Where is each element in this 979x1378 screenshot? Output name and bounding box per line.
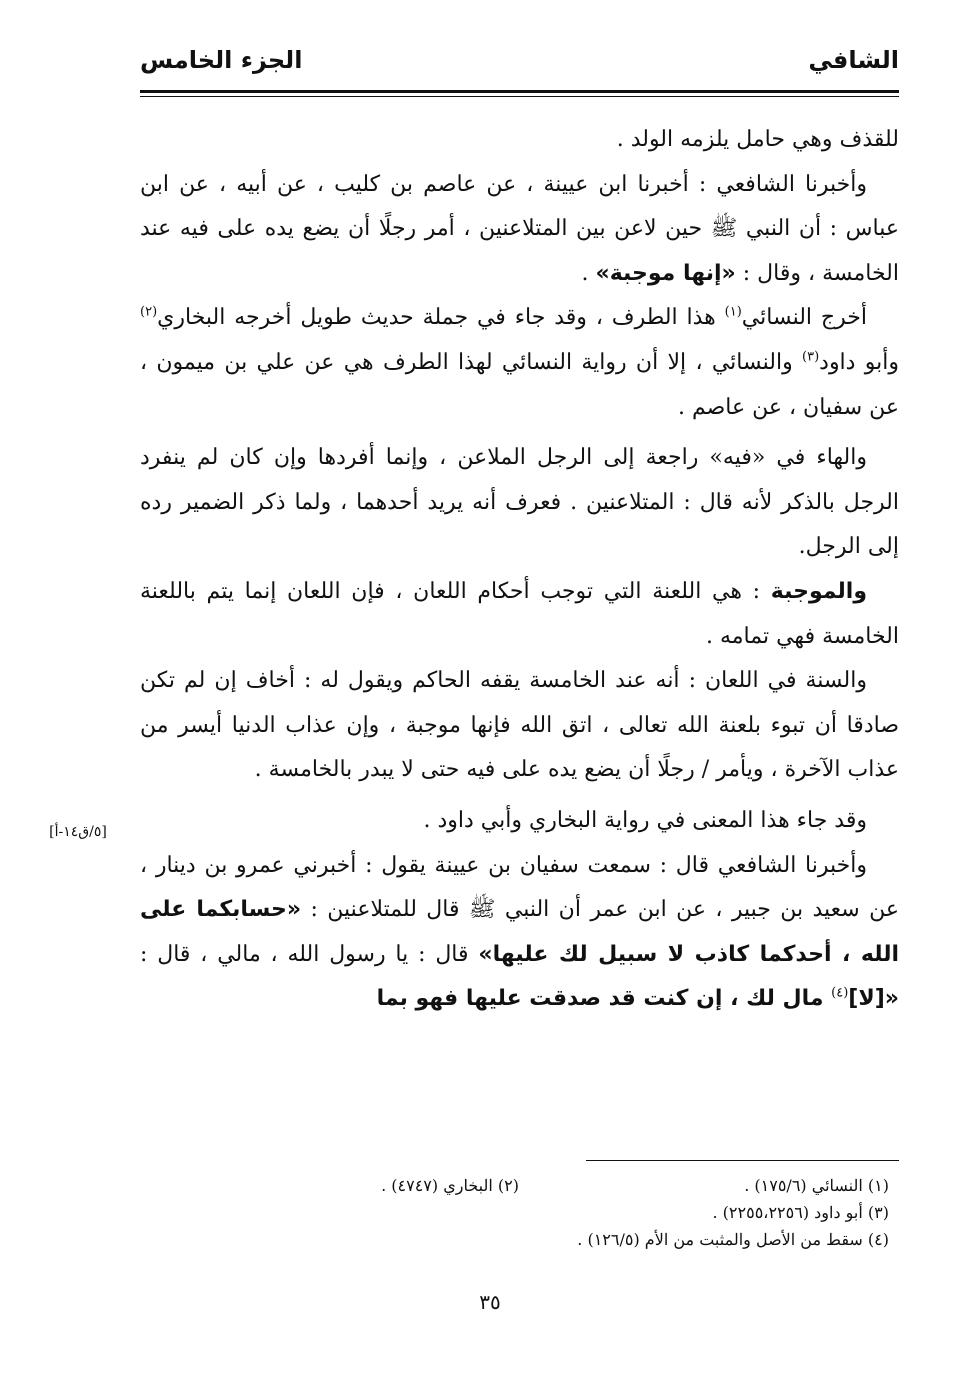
footnote-row [140,1172,899,1199]
paragraph-text: وأخبرنا الشافعي : أخبرنا ابن عيينة ، عن عاصم بن كليب ، عن أبيه ، عن ابن عباس : أن النبي ﷺ حين لاعن بين المتلاعنين ، أمر رجلًا أن يضع يده على فيه عند الخامسة ، وقال : [140,171,899,286]
footnote-row [140,1199,899,1226]
paragraph-text: أخرج النسائي [741,305,867,331]
hadith-quote: «حسابكما على الله ، أحدكما كاذب لا سبيل لك عليها» [140,897,899,967]
paragraph-text: . [581,260,596,286]
hadith-quote: مال لك ، إن كنت قد صدقت عليها فهو بما [376,986,832,1012]
footnote-ref: (١) [724,305,742,321]
volume-label: الجزء الخامس [140,46,303,74]
manuscript-folio-note: [٥/ق١٤-أ] [49,824,107,840]
paragraph-text: والهاء في «فيه» راجعة إلى الرجل الملاعن ، وإنما أفردها وإن كان لم ينفرد الرجل بالذكر لأنه قال : المتلاعنين . فعرف أنه يريد أحدهما ، ولما ذكر الضمير رده إلى الرجل. [140,445,899,560]
footnote-row [140,1226,899,1253]
paragraph-text: : هي اللعنة التي توجب أحكام اللعان ، فإن اللعان إنما يتم باللعنة الخامسة فهي تمامه . [140,578,899,649]
paragraph-7 [140,799,899,844]
term-heading: والموجبة [770,578,867,604]
paragraph-2 [140,163,899,297]
footnote-4: (٤) سقط من الأصل والمثبت من الأم (١٢٦/٥) . [577,1230,889,1249]
paragraph-4 [140,436,899,570]
paragraph-3 [140,296,899,430]
footnotes [140,1172,899,1253]
footnote-ref: (٤) [831,985,849,1001]
paragraph-5 [140,570,899,659]
paragraph-text: هذا الطرف ، وقد جاء في جملة حديث طويل أخرجه البخاري [157,305,725,331]
paragraph-6 [140,659,899,793]
hadith-quote: «[لا] [848,986,899,1012]
running-header [140,46,899,90]
footnote-1: (١) النسائي (١٧٥/٦) . [744,1176,889,1195]
footnote-ref: (٣) [802,349,820,365]
header-rule-thin [140,96,899,97]
paragraph-text: وأخبرنا الشافعي قال : سمعت سفيان بن عيينة يقول : أخبرني عمرو بن دينار ، عن سعيد بن جبير ، عن ابن عمر أن النبي ﷺ قال للمتلاعنين : [140,852,899,923]
page-number: ٣٥ [479,1290,501,1314]
footnote-3: (٣) أبو داود (٢٢٥٥،٢٢٥٦) . [712,1203,889,1222]
paragraph-1 [140,118,899,163]
footnote-separator [586,1160,899,1161]
header-rule-thick [140,90,899,93]
paragraph-8 [140,844,899,1022]
paragraph-text: وقد جاء هذا المعنى في رواية البخاري وأبي داود . [423,807,867,833]
footnote-ref: (٢) [140,305,158,321]
paragraph-text: والسنة في اللعان : أنه عند الخامسة يقفه الحاكم ويقول له : أخاف إن لم تكن صادقا أن تبوء بلعنة الله تعالى ، اتق الله فإنها موجبة ، وإن عذاب الدنيا أيسر من عذاب الآخرة ، ويأمر / رجلًا أن يضع يده على فيه حتى لا يبدر بالخامسة . [140,668,899,783]
book-title: الشافي [808,46,899,74]
paragraph-text: للقذف وهي حامل يلزمه الولد . [616,127,899,152]
paragraph-text: والنسائي ، إلا أن رواية النسائي لهذا الطرف هي عن علي بن ميمون ، عن سفيان ، عن عاصم . [140,349,899,420]
footnote-2: (٢) البخاري (٤٧٤٧) . [381,1176,519,1195]
main-text [140,118,899,1022]
hadith-quote: «إنها موجبة» [595,260,736,286]
paragraph-text: قال : يا رسول الله ، مالي ، قال : [140,941,479,967]
paragraph-text: وأبو داود [819,349,899,375]
